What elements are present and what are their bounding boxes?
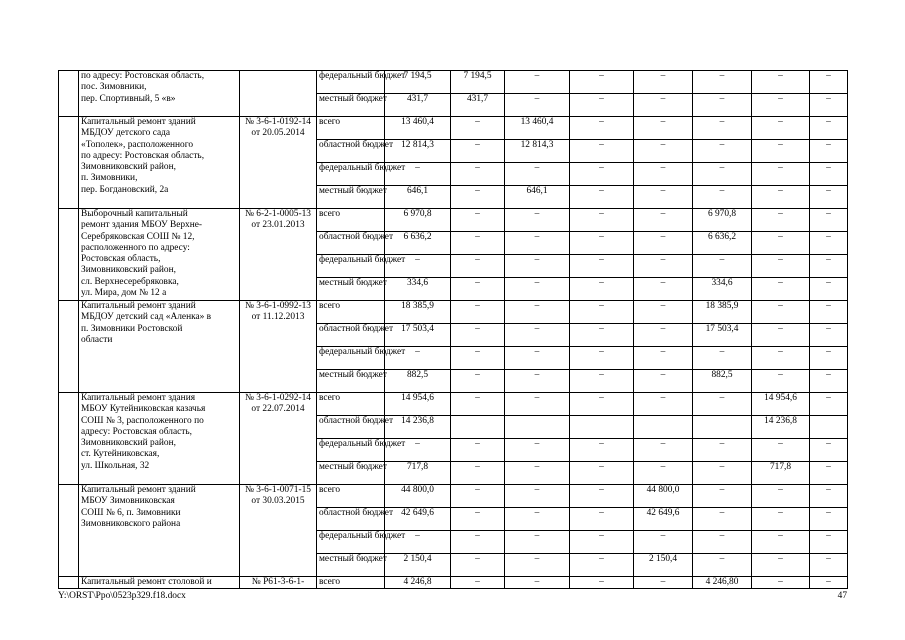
amount-cell: – bbox=[451, 140, 505, 163]
amount-cell bbox=[570, 416, 634, 439]
row-number-cell bbox=[59, 117, 79, 209]
table-row bbox=[59, 117, 848, 140]
object-name-line: пер. Богдановский, 2а bbox=[81, 184, 169, 195]
amount-cell: – bbox=[693, 255, 752, 278]
amount-cell: 717,8 bbox=[385, 462, 451, 485]
amount-cell: – bbox=[570, 71, 634, 94]
funding-source-cell: всего bbox=[317, 117, 385, 140]
object-name-line: СОШ № 3, расположенного по bbox=[81, 415, 204, 426]
amount-cell: – bbox=[693, 186, 752, 209]
amount-cell: – bbox=[810, 508, 848, 531]
amount-cell: – bbox=[385, 531, 451, 554]
amount-cell: 717,8 bbox=[752, 462, 810, 485]
amount-cell: – bbox=[634, 393, 693, 416]
budget-table bbox=[58, 70, 848, 589]
amount-cell: – bbox=[810, 71, 848, 94]
amount-cell bbox=[505, 416, 570, 439]
amount-cell: – bbox=[451, 462, 505, 485]
object-name-line: Серебряковская СОШ № 12, bbox=[81, 231, 195, 242]
document-number-line: № 3-6-1-0292-14 bbox=[245, 393, 311, 403]
row-number-cell bbox=[59, 393, 79, 485]
amount-cell: – bbox=[810, 577, 848, 589]
amount-cell: – bbox=[505, 209, 570, 232]
object-name-cell bbox=[79, 393, 240, 485]
amount-cell: – bbox=[693, 439, 752, 462]
funding-source-cell: областной бюджет bbox=[317, 508, 385, 531]
amount-cell: – bbox=[505, 324, 570, 347]
amount-cell: – bbox=[634, 462, 693, 485]
object-name-cell bbox=[79, 209, 240, 301]
amount-cell: – bbox=[810, 439, 848, 462]
object-name-line: по адресу: Ростовская область, bbox=[81, 150, 205, 161]
document-number-line: от 11.12.2013 bbox=[251, 312, 305, 323]
amount-cell: – bbox=[634, 301, 693, 324]
amount-cell: 431,7 bbox=[385, 94, 451, 117]
amount-cell: – bbox=[451, 232, 505, 255]
amount-cell: – bbox=[634, 370, 693, 393]
amount-cell: – bbox=[451, 393, 505, 416]
amount-cell: – bbox=[385, 163, 451, 186]
object-name-line: п. Зимовники, bbox=[81, 173, 138, 184]
document-number-line: № 6-2-1-0005-13 bbox=[245, 209, 311, 219]
amount-cell: – bbox=[570, 278, 634, 301]
table-row bbox=[59, 301, 848, 324]
footer-page-number: 47 bbox=[837, 591, 847, 601]
amount-cell: – bbox=[634, 255, 693, 278]
funding-source-cell: областной бюджет bbox=[317, 140, 385, 163]
amount-cell: – bbox=[451, 485, 505, 508]
amount-cell: – bbox=[451, 370, 505, 393]
amount-cell: – bbox=[570, 577, 634, 589]
amount-cell: – bbox=[634, 163, 693, 186]
amount-cell: – bbox=[505, 554, 570, 577]
amount-cell: – bbox=[752, 508, 810, 531]
object-name-line: Зимовниковский район, bbox=[81, 162, 176, 173]
amount-cell: 334,6 bbox=[385, 278, 451, 301]
amount-cell: – bbox=[570, 94, 634, 117]
amount-cell: – bbox=[752, 554, 810, 577]
document-number-line: от 22.07.2014 bbox=[251, 404, 305, 415]
table-row bbox=[59, 71, 848, 94]
amount-cell: – bbox=[570, 324, 634, 347]
amount-cell: – bbox=[505, 278, 570, 301]
object-name-line: Капитальный ремонт зданий bbox=[81, 301, 196, 311]
amount-cell: – bbox=[505, 347, 570, 370]
funding-source-cell: областной бюджет bbox=[317, 416, 385, 439]
row-number-cell bbox=[59, 71, 79, 117]
amount-cell: – bbox=[634, 278, 693, 301]
object-name-line: ремонт здания МБОУ Верхне- bbox=[81, 220, 203, 231]
amount-cell: 14 236,8 bbox=[385, 416, 451, 439]
amount-cell: – bbox=[752, 301, 810, 324]
amount-cell: – bbox=[570, 439, 634, 462]
amount-cell: – bbox=[752, 117, 810, 140]
table-row bbox=[59, 485, 848, 508]
amount-cell: – bbox=[570, 508, 634, 531]
object-name-line: области bbox=[81, 334, 113, 345]
funding-source-cell: всего bbox=[317, 485, 385, 508]
object-name-line: Капитальный ремонт зданий bbox=[81, 485, 196, 495]
amount-cell: – bbox=[451, 508, 505, 531]
amount-cell: – bbox=[505, 232, 570, 255]
object-name-line: МБДОУ детского сада bbox=[81, 128, 171, 139]
funding-source-cell: федеральный бюджет bbox=[317, 439, 385, 462]
amount-cell: – bbox=[505, 301, 570, 324]
amount-cell: – bbox=[634, 140, 693, 163]
amount-cell: 882,5 bbox=[385, 370, 451, 393]
table-row bbox=[59, 209, 848, 232]
object-name-line: адресу: Ростовская область, bbox=[81, 426, 192, 437]
document-number-line: от 23.01.2013 bbox=[251, 220, 305, 231]
amount-cell: – bbox=[810, 531, 848, 554]
amount-cell: – bbox=[505, 163, 570, 186]
amount-cell: 12 814,3 bbox=[385, 140, 451, 163]
object-name-line: Зимовниковский район, bbox=[81, 438, 176, 449]
object-name-line: Капитальный ремонт столовой и bbox=[81, 577, 212, 587]
object-name-line: Выборочный капитальный bbox=[81, 209, 188, 219]
amount-cell: – bbox=[505, 393, 570, 416]
amount-cell: – bbox=[570, 301, 634, 324]
funding-source-cell: областной бюджет bbox=[317, 232, 385, 255]
amount-cell: – bbox=[505, 71, 570, 94]
amount-cell: 17 503,4 bbox=[385, 324, 451, 347]
amount-cell: – bbox=[385, 439, 451, 462]
object-name-cell bbox=[79, 301, 240, 393]
amount-cell: 6 636,2 bbox=[385, 232, 451, 255]
amount-cell: – bbox=[451, 278, 505, 301]
amount-cell: – bbox=[810, 140, 848, 163]
amount-cell: – bbox=[693, 71, 752, 94]
funding-source-cell: федеральный бюджет bbox=[317, 71, 385, 94]
amount-cell: 13 460,4 bbox=[385, 117, 451, 140]
row-number-cell bbox=[59, 209, 79, 301]
funding-source-cell: областной бюджет bbox=[317, 324, 385, 347]
amount-cell: – bbox=[693, 462, 752, 485]
amount-cell: 6 636,2 bbox=[693, 232, 752, 255]
object-name-line: Капитальный ремонт зданий bbox=[81, 117, 196, 127]
amount-cell: – bbox=[570, 209, 634, 232]
amount-cell: – bbox=[634, 232, 693, 255]
amount-cell: – bbox=[451, 324, 505, 347]
object-name-line: Зимовниковский район, bbox=[81, 265, 176, 276]
amount-cell: 2 150,4 bbox=[385, 554, 451, 577]
amount-cell: – bbox=[570, 140, 634, 163]
amount-cell: – bbox=[693, 347, 752, 370]
object-name-line: ул. Школьная, 32 bbox=[81, 460, 150, 471]
object-name-line: ул. Мира, дом № 12 а bbox=[81, 288, 167, 299]
amount-cell: – bbox=[385, 255, 451, 278]
amount-cell bbox=[810, 416, 848, 439]
document-number-line: № Р61-3-6-1- bbox=[251, 577, 305, 587]
object-name-cell bbox=[79, 577, 240, 589]
amount-cell: – bbox=[570, 232, 634, 255]
object-name-line: МБДОУ детский сад «Аленка» в bbox=[81, 312, 212, 323]
amount-cell: – bbox=[634, 439, 693, 462]
document-number-cell bbox=[240, 209, 317, 301]
amount-cell: – bbox=[570, 370, 634, 393]
amount-cell: – bbox=[570, 393, 634, 416]
amount-cell: – bbox=[570, 255, 634, 278]
funding-source-cell: местный бюджет bbox=[317, 94, 385, 117]
funding-source-cell: федеральный бюджет bbox=[317, 255, 385, 278]
amount-cell: – bbox=[570, 163, 634, 186]
amount-cell: – bbox=[693, 531, 752, 554]
funding-source-cell: всего bbox=[317, 301, 385, 324]
amount-cell: – bbox=[810, 232, 848, 255]
document-number-line: № 3-6-1-0192-14 bbox=[245, 117, 311, 127]
amount-cell: – bbox=[810, 278, 848, 301]
amount-cell: – bbox=[451, 301, 505, 324]
amount-cell: – bbox=[505, 462, 570, 485]
amount-cell: – bbox=[810, 255, 848, 278]
amount-cell: – bbox=[693, 393, 752, 416]
object-name-line: п. Зимовники Ростовской bbox=[81, 323, 183, 334]
funding-source-cell: местный бюджет bbox=[317, 370, 385, 393]
amount-cell: – bbox=[451, 209, 505, 232]
amount-cell: – bbox=[810, 94, 848, 117]
amount-cell: – bbox=[810, 554, 848, 577]
amount-cell: – bbox=[505, 577, 570, 589]
object-name-line: МБОУ Зимовниковская bbox=[81, 496, 175, 507]
amount-cell: – bbox=[693, 94, 752, 117]
object-name-cell bbox=[79, 71, 240, 117]
amount-cell: 431,7 bbox=[451, 94, 505, 117]
amount-cell: 12 814,3 bbox=[505, 140, 570, 163]
amount-cell: 14 954,6 bbox=[385, 393, 451, 416]
amount-cell: – bbox=[693, 163, 752, 186]
amount-cell: – bbox=[752, 531, 810, 554]
amount-cell: – bbox=[752, 347, 810, 370]
document-number-cell bbox=[240, 485, 317, 577]
amount-cell: – bbox=[810, 462, 848, 485]
amount-cell: – bbox=[570, 462, 634, 485]
funding-source-cell: федеральный бюджет bbox=[317, 347, 385, 370]
amount-cell: 646,1 bbox=[385, 186, 451, 209]
document-number-line: от 20.05.2014 bbox=[251, 128, 305, 139]
amount-cell: – bbox=[752, 232, 810, 255]
amount-cell: – bbox=[752, 278, 810, 301]
funding-source-cell: федеральный бюджет bbox=[317, 531, 385, 554]
object-name-line: Капитальный ремонт здания bbox=[81, 393, 196, 403]
amount-cell: – bbox=[693, 140, 752, 163]
object-name-line: Зимовниковского района bbox=[81, 518, 181, 529]
amount-cell bbox=[634, 416, 693, 439]
object-name-cell bbox=[79, 117, 240, 209]
amount-cell: – bbox=[634, 71, 693, 94]
amount-cell: – bbox=[752, 370, 810, 393]
funding-source-cell: всего bbox=[317, 393, 385, 416]
amount-cell: – bbox=[634, 347, 693, 370]
amount-cell: – bbox=[810, 393, 848, 416]
amount-cell: – bbox=[505, 94, 570, 117]
amount-cell: – bbox=[752, 209, 810, 232]
object-name-line: Ростовская область, bbox=[81, 254, 161, 265]
amount-cell: – bbox=[810, 347, 848, 370]
amount-cell: – bbox=[752, 186, 810, 209]
amount-cell: – bbox=[451, 186, 505, 209]
document-number-cell bbox=[240, 117, 317, 209]
row-number-cell bbox=[59, 485, 79, 577]
funding-source-cell: местный бюджет bbox=[317, 186, 385, 209]
amount-cell: 18 385,9 bbox=[693, 301, 752, 324]
object-name-line: сл. Верхнесеребряковка, bbox=[81, 276, 179, 287]
amount-cell: – bbox=[385, 347, 451, 370]
object-name-cell bbox=[79, 485, 240, 577]
document-number-line: № 3-6-1-0071-15 bbox=[245, 485, 311, 495]
amount-cell: – bbox=[810, 301, 848, 324]
amount-cell: 14 236,8 bbox=[752, 416, 810, 439]
amount-cell: 646,1 bbox=[505, 186, 570, 209]
funding-source-cell: всего bbox=[317, 577, 385, 589]
amount-cell: – bbox=[505, 485, 570, 508]
amount-cell: – bbox=[752, 485, 810, 508]
funding-source-cell: местный бюджет bbox=[317, 554, 385, 577]
amount-cell: 2 150,4 bbox=[634, 554, 693, 577]
amount-cell: 334,6 bbox=[693, 278, 752, 301]
amount-cell: 4 246,80 bbox=[693, 577, 752, 589]
object-name-line: по адресу: Ростовская область, bbox=[81, 71, 205, 81]
amount-cell: – bbox=[505, 508, 570, 531]
amount-cell: – bbox=[810, 163, 848, 186]
amount-cell: – bbox=[693, 485, 752, 508]
amount-cell: – bbox=[810, 485, 848, 508]
amount-cell: 18 385,9 bbox=[385, 301, 451, 324]
amount-cell: – bbox=[451, 117, 505, 140]
amount-cell: – bbox=[451, 347, 505, 370]
object-name-line: «Тополек», расположенного bbox=[81, 139, 194, 150]
row-number-cell bbox=[59, 577, 79, 589]
amount-cell: – bbox=[634, 117, 693, 140]
amount-cell: – bbox=[570, 347, 634, 370]
amount-cell: – bbox=[505, 255, 570, 278]
amount-cell: – bbox=[451, 255, 505, 278]
amount-cell: – bbox=[451, 531, 505, 554]
amount-cell: – bbox=[570, 531, 634, 554]
row-number-cell bbox=[59, 301, 79, 393]
amount-cell: – bbox=[451, 439, 505, 462]
amount-cell: – bbox=[752, 439, 810, 462]
amount-cell: 44 800,0 bbox=[634, 485, 693, 508]
object-name-line: пос. Зимовники, bbox=[81, 82, 147, 93]
document-number-cell bbox=[240, 301, 317, 393]
amount-cell: – bbox=[451, 163, 505, 186]
amount-cell: – bbox=[810, 370, 848, 393]
funding-source-cell: местный бюджет bbox=[317, 278, 385, 301]
amount-cell: – bbox=[810, 117, 848, 140]
amount-cell: – bbox=[505, 439, 570, 462]
amount-cell: – bbox=[505, 531, 570, 554]
amount-cell: – bbox=[810, 324, 848, 347]
document-number-line: № 3-6-1-0992-13 bbox=[245, 301, 311, 311]
amount-cell: 17 503,4 bbox=[693, 324, 752, 347]
amount-cell: – bbox=[752, 255, 810, 278]
document-number-cell bbox=[240, 577, 317, 589]
amount-cell: 6 970,8 bbox=[693, 209, 752, 232]
amount-cell: – bbox=[634, 577, 693, 589]
funding-source-cell: местный бюджет bbox=[317, 462, 385, 485]
funding-source-cell: всего bbox=[317, 209, 385, 232]
amount-cell: – bbox=[634, 324, 693, 347]
amount-cell: – bbox=[752, 577, 810, 589]
document-number-cell bbox=[240, 393, 317, 485]
amount-cell: 42 649,6 bbox=[385, 508, 451, 531]
amount-cell: – bbox=[693, 117, 752, 140]
amount-cell: 7 194,5 bbox=[385, 71, 451, 94]
amount-cell: – bbox=[570, 117, 634, 140]
funding-source-cell: федеральный бюджет bbox=[317, 163, 385, 186]
object-name-line: пер. Спортивный, 5 «в» bbox=[81, 93, 176, 104]
amount-cell: – bbox=[693, 554, 752, 577]
amount-cell: 13 460,4 bbox=[505, 117, 570, 140]
amount-cell: 882,5 bbox=[693, 370, 752, 393]
amount-cell: – bbox=[451, 577, 505, 589]
amount-cell: 42 649,6 bbox=[634, 508, 693, 531]
amount-cell: 44 800,0 bbox=[385, 485, 451, 508]
amount-cell: – bbox=[693, 508, 752, 531]
amount-cell: 4 246,8 bbox=[385, 577, 451, 589]
amount-cell: – bbox=[810, 209, 848, 232]
amount-cell: – bbox=[752, 71, 810, 94]
amount-cell: – bbox=[634, 209, 693, 232]
object-name-line: МБОУ Кутейниковская казачья bbox=[81, 404, 206, 415]
amount-cell bbox=[451, 416, 505, 439]
object-name-line: расположенного по адресу: bbox=[81, 242, 190, 253]
amount-cell: – bbox=[634, 186, 693, 209]
document-number-cell bbox=[240, 71, 317, 117]
amount-cell: – bbox=[752, 140, 810, 163]
amount-cell: – bbox=[634, 94, 693, 117]
footer-file-path: Y:\ORST\Ppo\0523p329.f18.docx bbox=[58, 591, 186, 601]
amount-cell: – bbox=[752, 324, 810, 347]
amount-cell: – bbox=[570, 485, 634, 508]
object-name-line: СОШ № 6, п. Зимовники bbox=[81, 507, 181, 518]
table-row bbox=[59, 577, 848, 589]
amount-cell: 6 970,8 bbox=[385, 209, 451, 232]
amount-cell: – bbox=[451, 554, 505, 577]
object-name-line: ст. Кутейниковская, bbox=[81, 449, 160, 460]
document-number-line: от 30.03.2015 bbox=[251, 496, 305, 507]
amount-cell: 7 194,5 bbox=[451, 71, 505, 94]
amount-cell: – bbox=[570, 554, 634, 577]
amount-cell: – bbox=[752, 94, 810, 117]
amount-cell: – bbox=[505, 370, 570, 393]
amount-cell: – bbox=[810, 186, 848, 209]
amount-cell: – bbox=[634, 531, 693, 554]
amount-cell: 14 954,6 bbox=[752, 393, 810, 416]
table-row bbox=[59, 393, 848, 416]
amount-cell bbox=[693, 416, 752, 439]
amount-cell: – bbox=[752, 163, 810, 186]
amount-cell: – bbox=[570, 186, 634, 209]
